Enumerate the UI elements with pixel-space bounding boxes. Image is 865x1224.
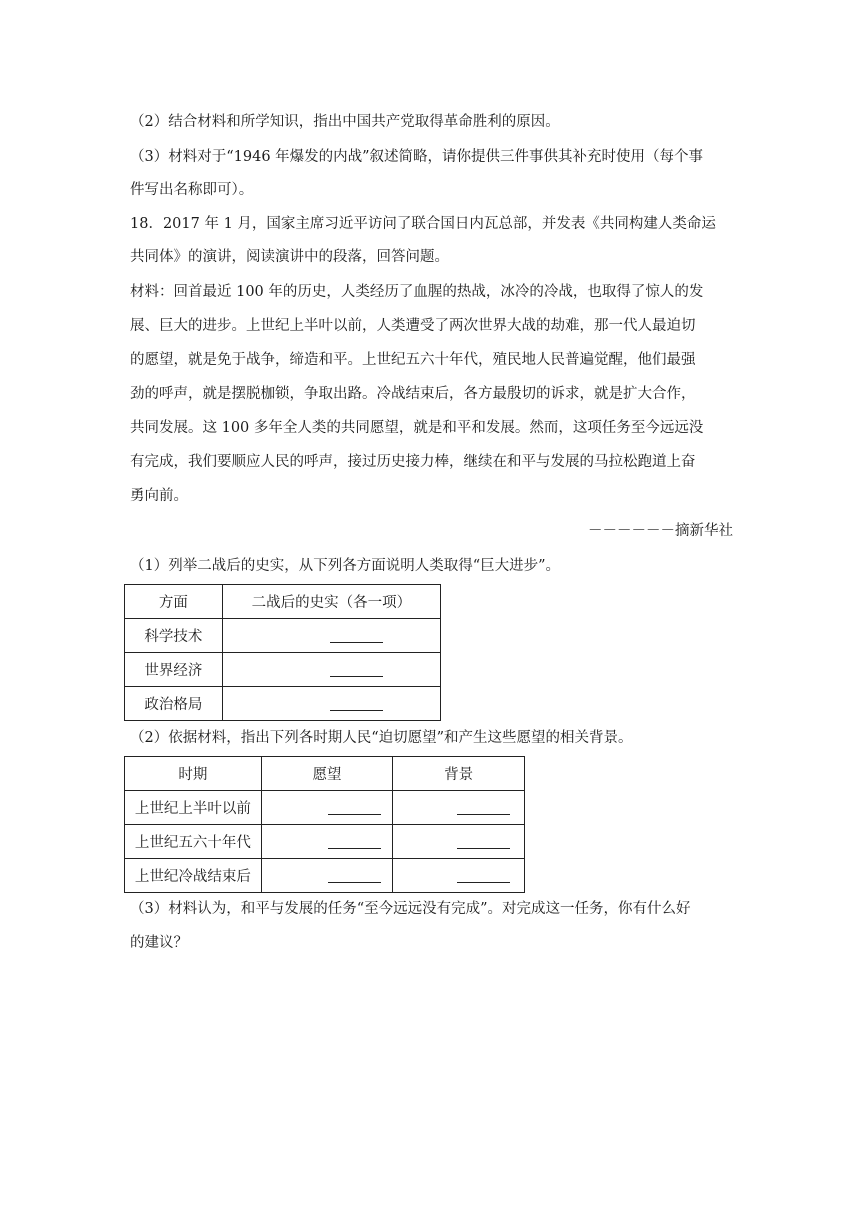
- table-header-row: [125, 585, 441, 619]
- material-line: 有完成，我们要顺应人民的呼声，接过历史接力棒，继续在和平与发展的马拉松跑道上奋: [130, 454, 696, 470]
- q17-sub3-line1: （3）材料对于“1946 年爆发的内战”叙述简略，请你提供三件事供其补充时使用（每个事: [130, 149, 704, 165]
- table-row: [125, 687, 441, 721]
- table-header-row: [125, 757, 525, 791]
- q17-sub3-line2: 件写出名称即可）。: [130, 182, 254, 198]
- answer-blank-line: [328, 814, 381, 815]
- q18-sub3-line2: 的建议？: [130, 935, 188, 951]
- answer-blank-line: [328, 882, 381, 883]
- table-header-cell: 时期: [125, 757, 262, 791]
- answer-blank-line: [457, 814, 510, 815]
- aspects-table: [124, 584, 441, 721]
- table-header-cell: 背景: [393, 757, 525, 791]
- material-line: 展、巨大的进步。上世纪上半叶以前，人类遭受了两次世界大战的劫难，那一代人最迫切: [130, 318, 696, 334]
- q18-sub1: （1）列举二战后的史实，从下列各方面说明人类取得“巨大进步”。: [130, 558, 561, 574]
- table-row: [125, 791, 525, 825]
- table-row: [125, 859, 525, 893]
- table-header-cell: 愿望: [261, 757, 393, 791]
- q18-sub3-line1: （3）材料认为，和平与发展的任务“至今远远没有完成”。对完成这一任务，你有什么好: [130, 901, 691, 917]
- q17-sub2: （2）结合材料和所学知识，指出中国共产党取得革命胜利的原因。: [130, 114, 560, 130]
- q18-intro-line2: 共同体》的演讲，阅读演讲中的段落，回答问题。: [130, 249, 449, 265]
- table-row: [125, 653, 441, 687]
- table-row: [125, 825, 525, 859]
- answer-blank-line: [328, 848, 381, 849]
- material-line: 共同发展。这 100 多年全人类的共同愿望，就是和平和发展。然而，这项任务至今远远没: [130, 420, 704, 436]
- wish-blank-cell[interactable]: [261, 859, 393, 893]
- wish-blank-cell[interactable]: [261, 791, 393, 825]
- aspect-cell: 科学技术: [125, 619, 223, 653]
- answer-blank-line: [330, 642, 383, 643]
- aspect-cell: 世界经济: [125, 653, 223, 687]
- answer-blank-cell[interactable]: [222, 619, 440, 653]
- aspect-cell: 政治格局: [125, 687, 223, 721]
- wish-blank-cell[interactable]: [261, 825, 393, 859]
- material-line: 勇向前。: [130, 488, 188, 504]
- answer-blank-line: [330, 676, 383, 677]
- answer-blank-line: [457, 882, 510, 883]
- material-line: 的愿望，就是免于战争，缔造和平。上世纪五六十年代，殖民地人民普遍觉醒，他们最强: [130, 352, 696, 368]
- table-header-cell: 方面: [125, 585, 223, 619]
- background-blank-cell[interactable]: [393, 825, 525, 859]
- material-source: －－－－－－摘新华社: [588, 523, 733, 539]
- background-blank-cell[interactable]: [393, 791, 525, 825]
- period-cell: 上世纪冷战结束后: [125, 859, 262, 893]
- background-blank-cell[interactable]: [393, 859, 525, 893]
- periods-table: [124, 756, 525, 893]
- period-cell: 上世纪五六十年代: [125, 825, 262, 859]
- period-cell: 上世纪上半叶以前: [125, 791, 262, 825]
- table-row: [125, 619, 441, 653]
- answer-blank-cell[interactable]: [222, 687, 440, 721]
- answer-blank-cell[interactable]: [222, 653, 440, 687]
- q18-sub2: （2）依据材料，指出下列各时期人民“迫切愿望”和产生这些愿望的相关背景。: [130, 730, 633, 746]
- q18-intro-line1: 18．2017 年 1 月，国家主席习近平访问了联合国日内瓦总部，并发表《共同构建人类命运: [130, 216, 716, 232]
- answer-blank-line: [330, 710, 383, 711]
- material-line: 材料：回首最近 100 年的历史，人类经历了血腥的热战，冰冷的冷战，也取得了惊人的发: [130, 284, 704, 300]
- table-header-cell: 二战后的史实（各一项）: [222, 585, 440, 619]
- answer-blank-line: [457, 848, 510, 849]
- material-line: 劲的呼声，就是摆脱枷锁，争取出路。冷战结束后，各方最殷切的诉求，就是扩大合作，: [130, 386, 696, 402]
